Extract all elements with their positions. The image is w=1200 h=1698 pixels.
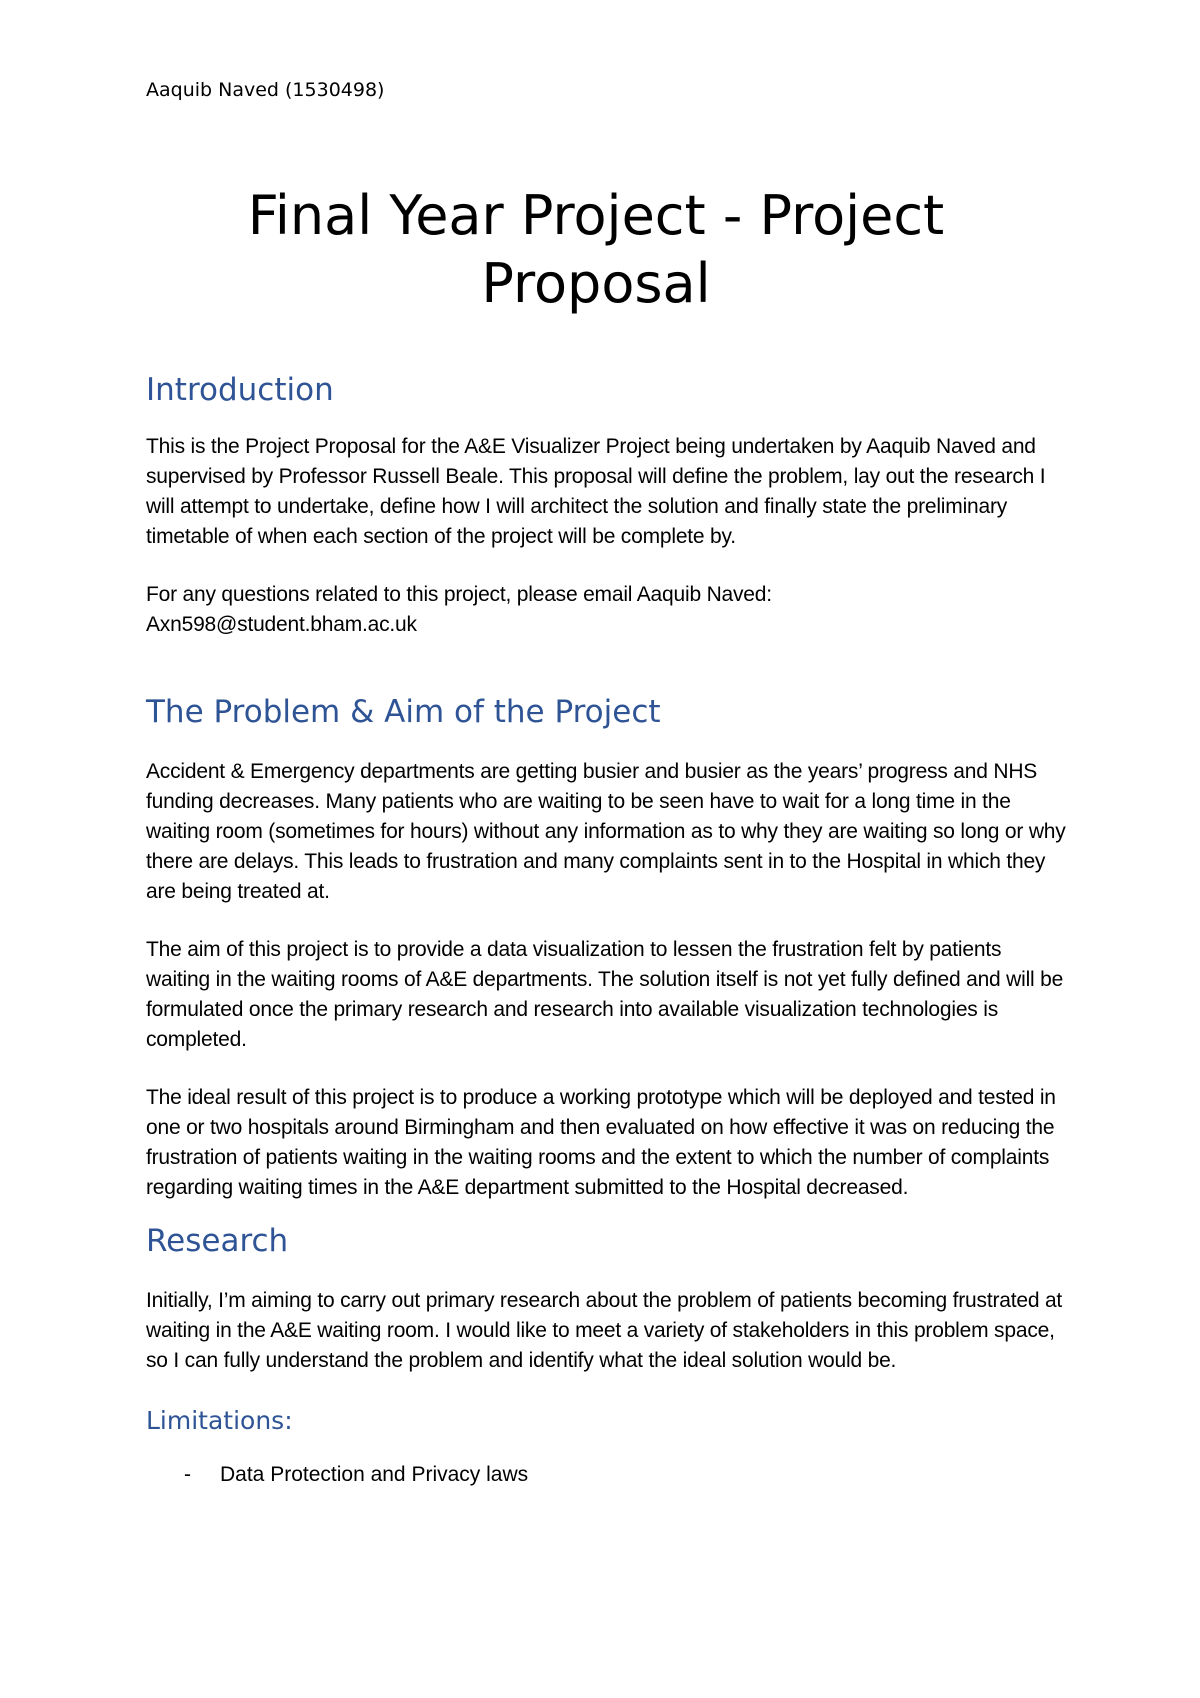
author-line: Aaquib Naved (1530498): [146, 79, 385, 101]
contact-email: Axn598@student.bham.ac.uk: [146, 613, 417, 636]
problem-paragraph-3: The ideal result of this project is to produce a working prototype which will be deployed and tested in one or two hospitals around Birmingham and then evaluated on how effective it was on reducing the frustration of patients waiting in the waiting rooms and the extent to which the number of complaints regarding waiting times in the A&E department submitted to the Hospital decreased.: [146, 1086, 1056, 1199]
problem-paragraph-1: Accident & Emergency departments are getting busier and busier as the years’ progress and NHS funding decreases. Many patients who are waiting to be seen have to wait for a long time in the waiting room (sometimes for hours) without any information as to why they are waiting so long or why there are delays. This leads to frustration and many complaints sent in to the Hospital in which they are being treated at.: [146, 760, 1066, 903]
problem-paragraph-2: The aim of this project is to provide a data visualization to lessen the frustration felt by patients waiting in the waiting rooms of A&E departments. The solution itself is not yet fully defined and will be formulated once the primary research and research into available visualization technologies is completed.: [146, 938, 1064, 1051]
introduction-heading: Introduction: [146, 372, 334, 408]
contact-paragraph: [146, 580, 1066, 640]
limitations-heading: Limitations:: [146, 1406, 293, 1435]
limitations-list: [146, 1460, 1066, 1490]
research-paragraph: Initially, I’m aiming to carry out primary research about the problem of patients becoming frustrated at waiting in the A&E waiting room. I would like to meet a variety of stakeholders in this problem space, so I can fully understand the problem and identify what the ideal solution would be.: [146, 1289, 1063, 1372]
contact-text: For any questions related to this project, please email Aaquib Naved:: [146, 583, 772, 606]
document-content: [146, 70, 1066, 1490]
title-line-1: Final Year Project - Project: [247, 184, 945, 247]
introduction-paragraph: This is the Project Proposal for the A&E Visualizer Project being undertaken by Aaquib Naved and supervised by Professor Russell Beale. This proposal will define the problem, lay out the research I will attempt to undertake, define how I will architect the solution and finally state the preliminary timetable of when each section of the project will be complete by.: [146, 435, 1046, 548]
title-line-2: Proposal: [481, 252, 711, 315]
problem-heading: The Problem & Aim of the Project: [146, 694, 661, 730]
document-title: [126, 182, 1066, 318]
list-item: [146, 1460, 1066, 1490]
bullet-dash: -: [184, 1463, 191, 1486]
list-item-text: Data Protection and Privacy laws: [220, 1463, 529, 1486]
research-heading: Research: [146, 1223, 289, 1259]
